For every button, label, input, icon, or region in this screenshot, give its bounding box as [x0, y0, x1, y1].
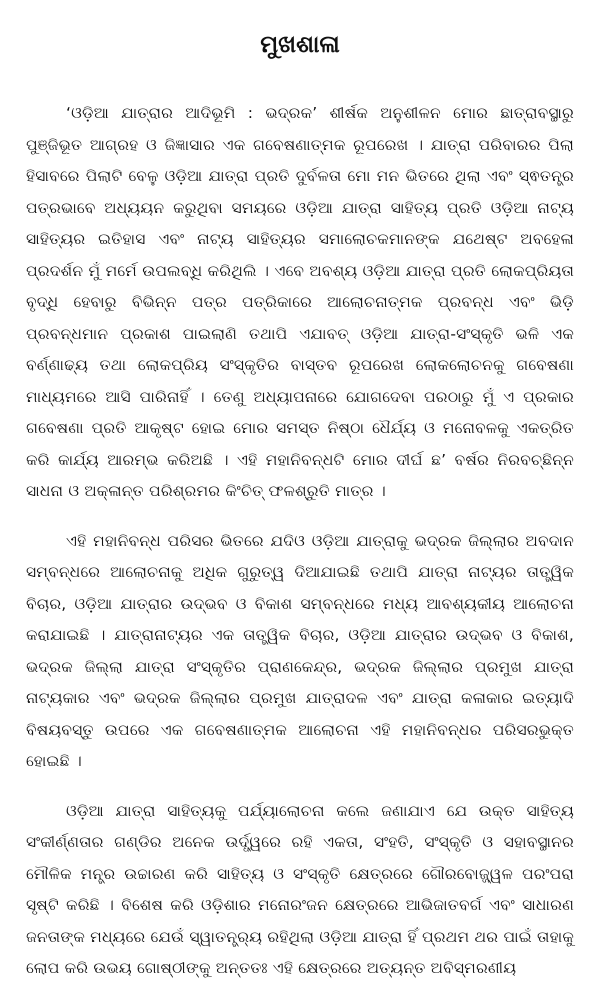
- paragraph-1: ‘ଓଡ଼ିଆ ଯାତ୍ରାର ଆଦିଭୂମି : ଭଦ୍ରକ’ ଶୀର୍ଷକ ଅନୁଶୀଳନ ମୋର ଛାତ୍ରାବସ୍ଥାରୁ ପୁଞ୍ଜିଭୂତ ଆଗ୍ରହ ଓ ଜିଜ୍ଞାସାର ଏକ ଗବେଷଣାତ୍ମକ ରୂପରେଖ । ଯାତ୍ରା ପରିବାରର ପିଲା ହିସାବରେ ପିଲାଟି ବେଳୁ ଓଡ଼ିଆ ଯାତ୍ରା ପ୍ରତି ଦୁର୍ବଳତା ମୋ ମନ ଭିତରେ ଥିଲା ଏବଂ ସ୍ଵତନ୍ତ୍ର ପତ୍ରଭାବେ ଅଧ୍ୟୟନ କରୁଥିବା ସମୟରେ ଓଡ଼ିଆ ଯାତ୍ରା ସାହିତ୍ୟ ପ୍ରତି ଓଡ଼ିଆ ନାଟ୍ୟ ସାହିତ୍ୟର ଇତିହାସ ଏବଂ ନାଟ୍ୟ ସାହିତ୍ୟର ସମାଲୋଚକମାନଙ୍କ ଯଥେଷ୍ଟ ଅବହେଳା ପ୍ରଦର୍ଶନ ମୁଁ ମର୍ମେ ଉପଲବ୍ଧି କରିଥିଲି । ଏବେ ଅବଶ୍ୟ ଓଡ଼ିଆ ଯାତ୍ରା ପ୍ରତି ଲୋକପ୍ରିୟତା ବୃଦ୍ଧି ହେବାରୁ ବିଭିନ୍ନ ପତ୍ର ପତ୍ରିକାରେ ଆଲୋଚନାତ୍ମକ ପ୍ରବନ୍ଧ ଏବଂ ଭିଡ଼ି ପ୍ରବନ୍ଧମାନ ପ୍ରକାଶ ପାଇଲାଣି ତଥାପି ଏଯାବତ୍ ଓଡ଼ିଆ ଯାତ୍ରା-ସଂସ୍କୃତି ଭଳି ଏକ ବର୍ଣ୍ଣାଢ୍ୟ ତଥା ଲୋକପ୍ରିୟ ସଂସ୍କୃତିର ବାସ୍ତବ ରୂପରେଖ ଲୋକଲୋଚନକୁ ଗବେଷଣା ମାଧ୍ୟମରେ ଆସି ପାରିନାହିଁ । ତେଣୁ ଅଧ୍ୟାପନାରେ ଯୋଗଦେବା ପରଠାରୁ ମୁଁ ଏ ପ୍ରକାର ଗବେଷଣା ପ୍ରତି ଆକୃଷ୍ଟ ହୋଇ ମୋର ସମସ୍ତ ନିଷ୍ଠା ଧୈର୍ଯ୍ୟ ଓ ମନୋବଳକୁ ଏକତ୍ରିତ କରି କାର୍ଯ୍ୟ ଆରମ୍ଭ କରିଅଛି । ଏହି ମହାନିବନ୍ଧଟି ମୋର ଦୀର୍ଘ ଛ’ ବର୍ଷର ନିରବଚ୍ଛିନ୍ନ ସାଧନା ଓ ଅକ୍ଳାନ୍ତ ପରିଶ୍ରମର କିଂଚିତ୍ ଫଳଶ୍ରୁତି ମାତ୍ର ।: [26, 104, 574, 500]
- paragraph-2: ଏହି ମହାନିବନ୍ଧ ପରିସର ଭିତରେ ଯଦିଓ ଓଡ଼ିଆ ଯାତ୍ରାକୁ ଭଦ୍ରକ ଜିଲ୍ଲାର ଅବଦାନ ସମ୍ବନ୍ଧରେ ଆଲୋଚନାକୁ ଅଧିକ ଗୁରୁତ୍ୱ ଦିଆଯାଇଛି ତଥାପି ଯାତ୍ରା ନାଟ୍ୟର ତାତ୍ତ୍ୱିକ ବିଚାର, ଓଡ଼ିଆ ଯାତ୍ରାର ଉଦ୍ଭବ ଓ ବିକାଶ ସମ୍ବନ୍ଧରେ ମଧ୍ୟ ଆବଶ୍ୟକୀୟ ଆଲୋଚନା କରାଯାଇଛି । ଯାତ୍ରାନାଟ୍ୟର ଏକ ତାତ୍ତ୍ୱିକ ବିଚାର, ଓଡ଼ିଆ ଯାତ୍ରାର ଉଦ୍ଭବ ଓ ବିକାଶ, ଭଦ୍ରକ ଜିଲ୍ଲା ଯାତ୍ରା ସଂସ୍କୃତିର ପ୍ରାଣକେନ୍ଦ୍ର, ଭଦ୍ରକ ଜିଲ୍ଲାର ପ୍ରମୁଖ ଯାତ୍ରା ନାଟ୍ୟକାର ଏବଂ ଭଦ୍ରକ ଜିଲ୍ଲାର ପ୍ରମୁଖ ଯାତ୍ରାଦଳ ଏବଂ ଯାତ୍ରା କଳାକାର ଇତ୍ୟାଦି ବିଷୟବସ୍ତୁ ଉପରେ ଏକ ଗବେଷଣାତ୍ମକ ଆଲୋଚନା ଏହି ମହାନିବନ୍ଧର ପରିସରଭୁକ୍ତ ହୋଇଛି ।: [26, 531, 574, 770]
- paragraph-3: ଓଡ଼ିଆ ଯାତ୍ରା ସାହିତ୍ୟକୁ ପର୍ଯ୍ୟାଲୋଚନା କଲେ ଜଣାଯାଏ ଯେ ଉକ୍ତ ସାହିତ୍ୟ ସଂକୀର୍ଣ୍ଣତାର ଗଣ୍ଡିର ଅନେକ ଉର୍ଦ୍ଧ୍ୱରେ ରହି ଏକତା, ସଂହତି, ସଂସ୍କୃତି ଓ ସହାବସ୍ଥାନର ମୌଳିକ ମନ୍ତ୍ର ଉଚ୍ଚାରଣ କରି ସାହିତ୍ୟ ଓ ସଂସ୍କୃତି କ୍ଷେତ୍ରରେ ଗୌରବୋଜ୍ଜ୍ୱଳ ପରଂପରା ସୃଷ୍ଟି କରିଛି । ବିଶେଷ କରି ଓଡ଼ିଶାର ମନୋରଂଜନ କ୍ଷେତ୍ରରେ ଆଭିଜାତବର୍ଗ ଏବଂ ସାଧାରଣ ଜନତାଙ୍କ ମଧ୍ୟରେ ଯେଉଁ ସ୍ୱାତନ୍ତ୍ର୍ୟ ରହିଥିଲା ଓଡ଼ିଆ ଯାତ୍ରା ହିଁ ପ୍ରଥମ ଥର ପାଇଁ ତାହାକୁ ଲୋପ କରି ଉଭୟ ଗୋଷ୍ଠୀଙ୍କୁ ଅନ୍ତତଃ ଏହି କ୍ଷେତ୍ରରେ ଅତ୍ୟନ୍ତ ଅବିସ୍ମରଣୀୟ: [26, 801, 574, 977]
- page-title: ମୁଖଶାଳା: [260, 30, 340, 58]
